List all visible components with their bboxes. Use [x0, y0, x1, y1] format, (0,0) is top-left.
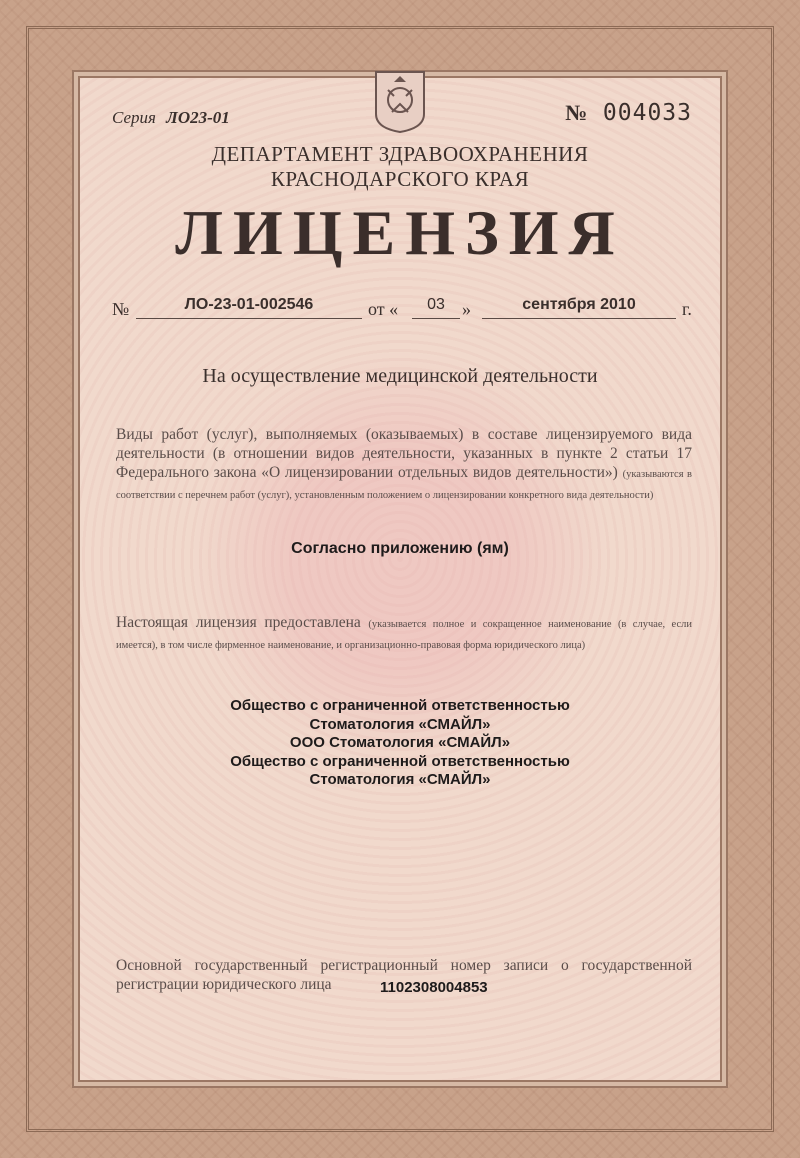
- activity-heading: На осуществление медицинской деятельности: [202, 365, 598, 387]
- number-sign: №: [565, 100, 588, 125]
- ogrn-value: 1102308004853: [380, 979, 488, 996]
- works-main: Виды работ (услуг), выполняемых (оказываемых) в составе лицензируемого вида деятельности (в отношении видов деятельности, указанных в пункте 2 статьи 17 Федерального закона «О лицензировании отдельных видов деятельности»): [116, 426, 692, 481]
- document-title: ЛИЦЕНЗИЯ: [175, 197, 625, 268]
- license-month-year: сентября 2010: [482, 296, 676, 319]
- works-value: Согласно приложению (ям): [291, 540, 509, 557]
- license-number: ЛО-23-01-002546: [136, 296, 362, 319]
- org-name-line: Общество с ограниченной ответственностью: [230, 752, 570, 770]
- org-name-line: Стоматология «СМАЙЛ»: [309, 771, 491, 788]
- organization-names: [0, 697, 800, 790]
- license-from: от «: [368, 299, 399, 319]
- license-day: 03: [412, 296, 460, 319]
- department-line2: КРАСНОДАРСКОГО КРАЯ: [270, 167, 530, 191]
- org-name-line: ООО Стоматология «СМАЙЛ»: [289, 734, 511, 751]
- series-label: [112, 108, 230, 128]
- department-line1: ДЕПАРТАМЕНТ ЗДРАВООХРАНЕНИЯ: [211, 142, 589, 166]
- works-description: [116, 425, 692, 505]
- license-year-suffix: г.: [682, 299, 692, 319]
- series-prefix: Серия: [112, 108, 156, 127]
- granted-note: (указывается полное и сокращенное наименование (в случае, если имеется), в том числе фирменное наименование, и организационно-правовая форма юридического лица): [116, 619, 693, 651]
- form-number: [565, 100, 692, 126]
- granted-main: Настоящая лицензия предоставлена: [116, 614, 361, 631]
- ogrn-label: Основной государственный регистрационный номер записи о государственной регистрации юридического лица: [116, 957, 692, 993]
- org-name-line: Общество с ограниченной ответственностью: [230, 697, 570, 714]
- works-note: (указываются в соответствии с перечнем работ (услуг), установленным положением о лицензировании конкретного вида деятельности): [116, 469, 693, 501]
- license-quote-close: »: [462, 299, 471, 319]
- number-value: 004033: [602, 100, 692, 126]
- series-code: ЛО23-01: [166, 108, 230, 127]
- license-no-sign: №: [112, 299, 130, 319]
- coat-of-arms-icon: [372, 64, 428, 134]
- org-name-line: Стоматология «СМАЙЛ»: [309, 715, 491, 733]
- granted-description: [116, 613, 692, 655]
